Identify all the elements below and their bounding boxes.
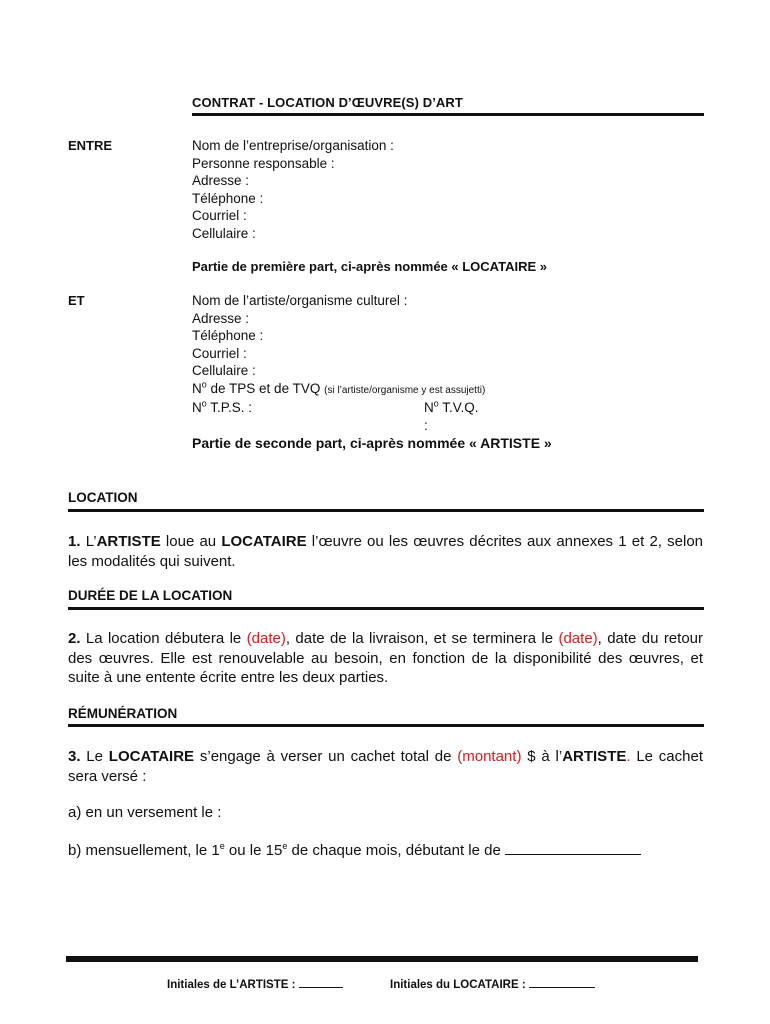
amount-placeholder: (montant) [457,748,522,765]
clause-1-number: 1. [68,533,81,550]
clause-3-artiste: ARTISTE [562,748,627,765]
entre-field-address: Adresse : [192,173,250,188]
locataire-initials-label: Initiales du LOCATAIRE : [390,979,526,991]
tps-tvq-note: (si l’artiste/organisme y est assujetti) [324,384,486,396]
artiste-initials-label: Initiales de L’ARTISTE : [167,979,296,991]
tvq-number [424,399,485,434]
option-b-sup-1: e [219,841,225,851]
entre-field-phone: Téléphone : [192,190,264,206]
tvq-label: T.V.Q. : [424,400,479,433]
clause-2-text-b: , date de la livraison, et se terminera le [285,630,559,647]
clause-1-text-b: loue au [160,533,222,550]
payment-option-b [68,841,703,861]
tps-tvq-prefix: N [192,380,202,396]
tps-sup: o [201,398,207,409]
et-field-phone: Téléphone : [192,328,264,343]
tvq-sup: o [433,398,439,409]
et-field-cell: Cellulaire : [192,363,256,378]
first-party-label: Partie de première part, ci-après nommée « LOCATAIRE » [192,259,547,274]
tps-tvq-text: de TPS et de TVQ [206,380,321,396]
clause-1 [68,532,703,571]
clause-1-locataire: LOCATAIRE [221,533,307,550]
entre-field-email: Courriel : [192,208,247,223]
duree-heading: DURÉE DE LA LOCATION [68,588,233,603]
locataire-initials [390,976,595,991]
second-party-label: Partie de seconde part, ci-après nommée « ARTISTE » [192,435,552,451]
clause-2-text-a: La location débutera le [80,630,247,647]
clause-1-text-c: l’œuvre ou les œuvres décrites aux annexes 1 et 2, selon les modalités qui suivent. [68,533,704,570]
et-field-email: Courriel : [192,345,247,361]
option-b-text-a: b) mensuellement, le 1 [68,842,220,859]
clause-3-text-b: s’engage à verser un cachet total de [194,748,458,765]
clause-3-text-c: $ à l’ [521,748,563,765]
footer-rule [66,956,698,962]
entre-field-responsible: Personne responsable : [192,155,335,171]
tvq-prefix: N [424,400,434,415]
start-date-placeholder: (date) [246,630,286,647]
option-b-text-b: ou le 15 [224,842,283,859]
entre-field-company: Nom de l’entreprise/organisation : [192,138,394,153]
clause-3-number: 3. [68,748,81,765]
clause-3-text-d: Le cachet sera versé : [68,748,703,785]
location-heading: LOCATION [68,490,138,505]
et-fields [192,292,486,433]
artiste-initials-blank[interactable] [299,976,343,988]
title-rule [192,113,704,116]
et-field-address: Adresse : [192,310,250,326]
remuneration-heading: RÉMUNÉRATION [68,706,178,721]
clause-3-text-a: Le [80,748,109,765]
entre-fields [192,137,394,242]
tps-number [192,399,252,417]
et-field-tps-tvq [192,380,485,400]
clause-1-text-a: L’ [80,533,97,550]
entre-label: ENTRE [68,138,113,153]
et-field-tax-numbers [192,398,485,433]
entre-field-cell: Cellulaire : [192,225,256,241]
clause-3-locataire: LOCATAIRE [108,748,195,765]
clause-1-artiste: ARTISTE [96,533,161,550]
clause-3 [68,747,703,786]
tps-prefix: N [192,400,202,415]
locataire-initials-blank[interactable] [529,976,595,988]
clause-2-number: 2. [68,630,81,647]
tps-label: T.P.S. : [210,400,253,415]
option-b-text-c: de chaque mois, débutant le de [287,842,501,859]
contract-title: CONTRAT - LOCATION D’ŒUVRE(S) D’ART [192,95,463,110]
remuneration-rule [68,724,704,727]
clause-3-dot: . [626,748,631,765]
location-rule [68,509,704,512]
clause-2 [68,629,703,688]
et-label: ET [68,293,85,308]
option-b-sup-2: e [282,841,288,851]
duree-rule [68,607,704,610]
payment-option-a: a) en un versement le : [68,804,222,821]
et-field-artist: Nom de l’artiste/organisme culturel : [192,293,408,308]
end-date-placeholder: (date) [558,630,598,647]
tps-tvq-sup: o [201,379,207,389]
artiste-initials [167,976,343,991]
clause-2-text-c: , date du retour des œuvres. Elle est renouvelable au besoin, en fonction de la disponibilité des œuvres, et suite à une entente écrite entre les deux parties. [68,630,703,686]
start-date-blank[interactable] [505,841,641,855]
